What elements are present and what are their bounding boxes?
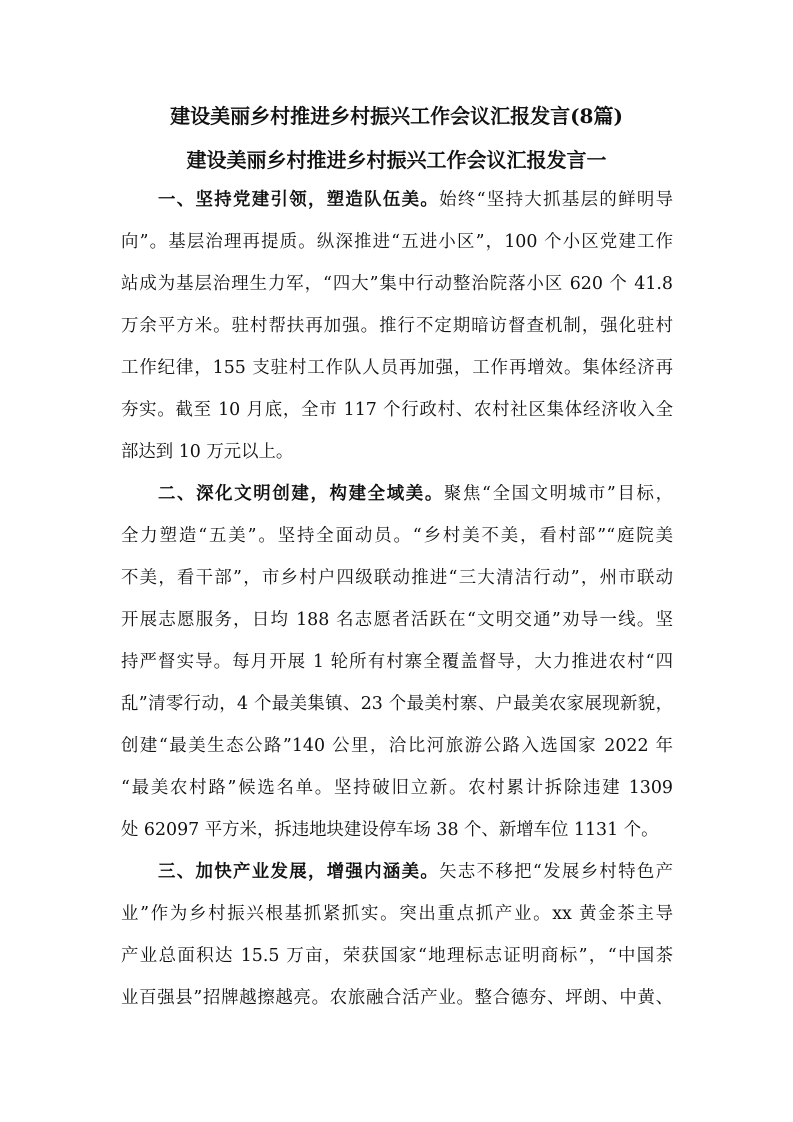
document-title: 建设美丽乡村推进乡村振兴工作会议汇报发言(8篇): [170, 104, 623, 128]
paragraph-2-text: 聚焦“全国文明城市”目标，: [443, 484, 673, 504]
paragraph-line: 持严督实导。每月开展 1 轮所有村寨全覆盖督导，大力推进农村“四: [121, 652, 673, 672]
paragraph-line: 全力塑造“五美”。坚持全面动员。“乡村美不美，看村部”“庭院美: [121, 526, 673, 546]
paragraph-line: 工作纪律，155 支驻村工作队人员再加强，工作再增效。集体经济再: [121, 358, 673, 378]
paragraph-1-lead: 一、坚持党建引领，塑造队伍美。: [158, 190, 440, 210]
paragraph-line: 业”作为乡村振兴根基抓紧抓实。突出重点抓产业。xx 黄金茶主导: [121, 904, 673, 924]
paragraph-3-text: 矢志不移把“发展乡村特色产: [439, 862, 673, 882]
document-subtitle: 建设美丽乡村推进乡村振兴工作会议汇报发言一: [186, 148, 607, 172]
paragraph-line: 业百强县”招牌越擦越亮。农旅融合活产业。整合德夯、坪朗、中黄、: [121, 988, 673, 1008]
paragraph-3-line-1: [158, 858, 673, 886]
paragraph-line: “最美农村路”候选名单。坚持破旧立新。农村累计拆除违建 1309: [121, 778, 673, 798]
paragraph-line: 万余平方米。驻村帮扶再加强。推行不定期暗访督查机制，强化驻村: [121, 316, 673, 336]
paragraph-line: 部达到 10 万元以上。: [121, 442, 294, 462]
paragraph-3-lead: 三、加快产业发展，增强内涵美。: [158, 862, 440, 882]
paragraph-line: 向”。基层治理再提质。纵深推进“五进小区”，100 个小区党建工作: [121, 232, 673, 252]
paragraph-2-lead: 二、深化文明创建，构建全域美。: [158, 484, 444, 504]
paragraph-1-line-1: [158, 186, 673, 214]
paragraph-line: 产业总面积达 15.5 万亩，荣获国家“地理标志证明商标”，“中国茶: [121, 946, 673, 966]
paragraph-line: 夯实。截至 10 月底，全市 117 个行政村、农村社区集体经济收入全: [121, 400, 673, 420]
paragraph-line: 站成为基层治理生力军，“四大”集中行动整治院落小区 620 个 41.8: [121, 274, 673, 294]
paragraph-line: 创建“最美生态公路”140 公里，洽比河旅游公路入选国家 2022 年: [121, 736, 673, 756]
paragraph-line: 处 62097 平方米，拆违地块建设停车场 38 个、新增车位 1131 个。: [121, 820, 659, 840]
paragraph-line: 乱”清零行动，4 个最美集镇、23 个最美村寨、户最美农家展现新貌，: [121, 694, 673, 714]
paragraph-line: 不美，看干部”，市乡村户四级联动推进“三大清洁行动”，州市联动: [121, 568, 673, 588]
paragraph-1-text: 始终“坚持大抓基层的鲜明导: [439, 190, 673, 210]
paragraph-2-line-1: [158, 480, 673, 508]
paragraph-line: 开展志愿服务，日均 188 名志愿者活跃在“文明交通”劝导一线。坚: [121, 610, 673, 630]
